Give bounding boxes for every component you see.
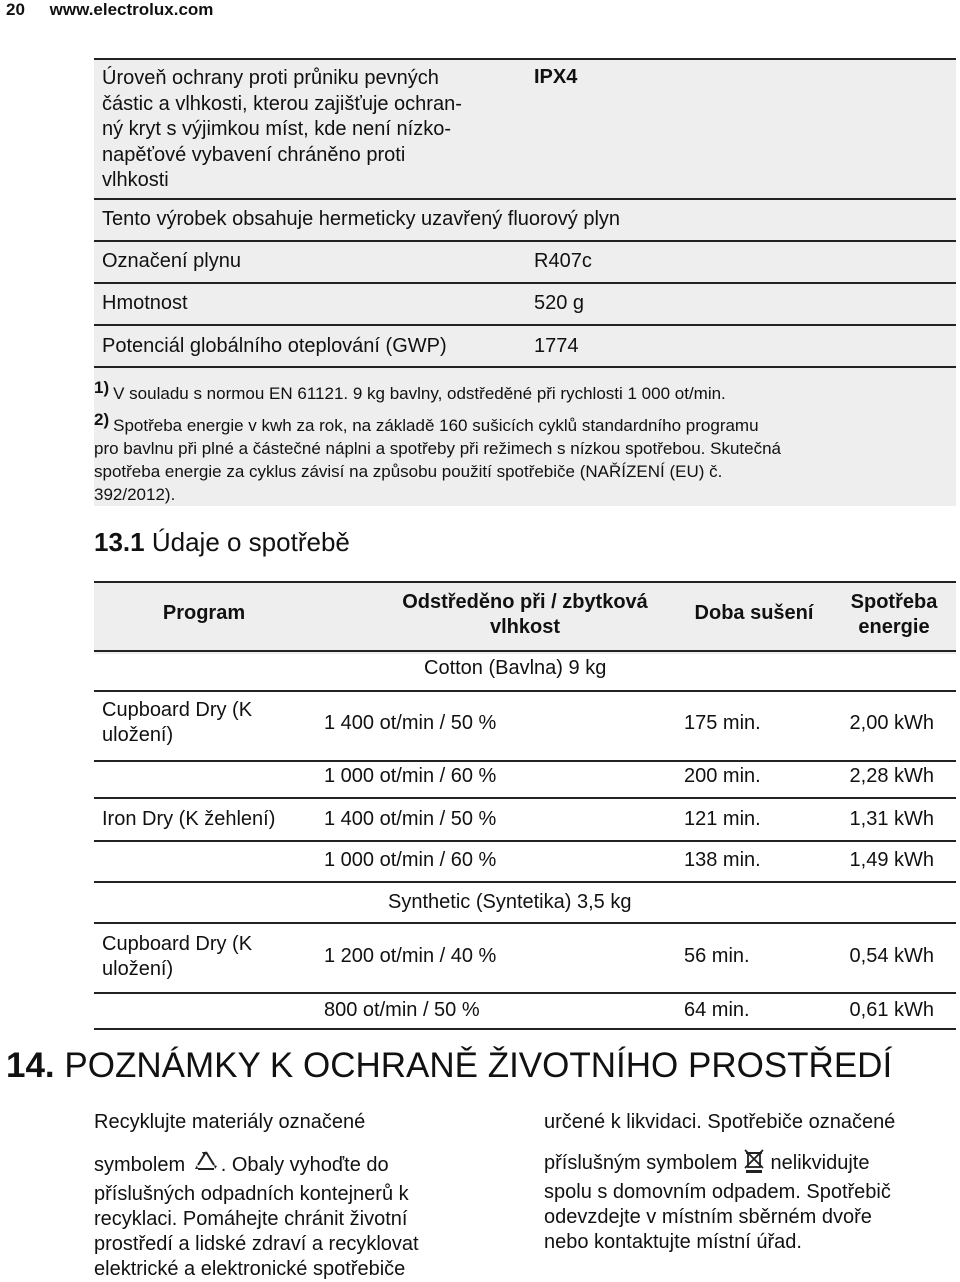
paragraph-line: určené k likvidaci. Spotřebiče označené — [544, 1111, 896, 1133]
gas-notice: Tento výrobek obsahuje hermeticky uzavřený fluorový plyn — [102, 208, 621, 230]
section-number: 14. — [6, 1046, 55, 1085]
environment-column-2 — [544, 1110, 956, 1255]
spin-cell: 1 000 ot/min / 60 % — [324, 849, 497, 871]
time-cell: 200 min. — [684, 765, 761, 787]
header-url: www.electrolux.com — [49, 0, 214, 19]
paragraph-line: odevzdejte v místním sběrném dvoře — [544, 1206, 872, 1228]
footnote-2 — [94, 408, 954, 506]
spin-cell: 1 400 ot/min / 50 % — [324, 808, 497, 830]
energy-cell: 0,61 kWh — [849, 999, 934, 1021]
spec-rule — [94, 198, 956, 200]
table-rule — [94, 1028, 956, 1030]
group-title-cotton: Cotton (Bavlna) 9 kg — [424, 657, 607, 679]
section-14-heading — [6, 1046, 892, 1086]
protection-label-full — [0, 0, 1, 1]
paragraph-line: prostředí a lidské zdraví a recyklovat — [94, 1233, 419, 1255]
paragraph-text: . Obaly vyhoďte do — [220, 1153, 389, 1176]
page-number: 20 — [6, 0, 25, 19]
paragraph-text: symbolem — [94, 1153, 186, 1176]
weight-label: Hmotnost — [102, 292, 188, 314]
program-line: Cupboard Dry (K — [102, 699, 253, 721]
table-rule — [94, 760, 956, 762]
paragraph-line: elektrické a elektronické spotřebiče — [94, 1258, 406, 1280]
spin-cell: 1 000 ot/min / 60 % — [324, 765, 497, 787]
paragraph-line: spolu s domovním odpadem. Spotřebič — [544, 1181, 891, 1203]
spin-cell: 1 400 ot/min / 50 % — [324, 712, 497, 734]
group-title-synthetic: Synthetic (Syntetika) 3,5 kg — [388, 891, 632, 913]
footnote-marker: 1) — [94, 378, 110, 397]
protection-label — [102, 66, 462, 194]
program-line: uložení) — [102, 724, 174, 746]
energy-cell: 1,31 kWh — [849, 808, 934, 830]
header-spin — [330, 590, 720, 640]
header-spin-line: vlhkost — [489, 616, 561, 638]
section-title: POZNÁMKY K OCHRANĚ ŽIVOTNÍHO PROSTŘEDÍ — [64, 1046, 893, 1085]
energy-cell: 1,49 kWh — [849, 849, 934, 871]
gwp-value: 1774 — [534, 335, 579, 357]
time-cell: 138 min. — [684, 849, 761, 871]
protection-label-line: vlhkosti — [102, 169, 169, 191]
environment-column-1 — [94, 1110, 514, 1282]
header-energy-line: energie — [858, 616, 930, 638]
paragraph-line — [544, 1147, 956, 1180]
table-rule — [94, 992, 956, 994]
program-cell — [102, 932, 252, 982]
header-energy-line: Spotřeba — [850, 591, 938, 613]
weight-value: 520 g — [534, 292, 585, 314]
section-13-1-heading — [94, 527, 350, 558]
time-cell: 175 min. — [684, 712, 761, 734]
page-header — [6, 0, 213, 20]
gas-value: R407c — [534, 250, 592, 272]
header-energy — [832, 590, 956, 640]
paragraph-line: nebo kontaktujte místní úřad. — [544, 1231, 802, 1253]
paragraph-text: nelikvidujte — [770, 1151, 870, 1174]
header-spin-line: Odstředěno při / zbytková — [402, 591, 648, 613]
gas-label: Označení plynu — [102, 250, 241, 272]
footnote-text: pro bavlnu při plné a částečné náplni a spotřeby při režimech s nízkou spotřebou. Skutečná — [94, 439, 782, 458]
paragraph-line — [94, 1149, 514, 1182]
program-line: Cupboard Dry (K — [102, 933, 253, 955]
program-line: uložení) — [102, 958, 174, 980]
spec-rule — [94, 282, 956, 284]
header-time: Doba sušení — [694, 602, 814, 624]
spin-cell: 1 200 ot/min / 40 % — [324, 945, 497, 967]
protection-value: IPX4 — [534, 66, 578, 88]
spec-rule — [94, 240, 956, 242]
protection-label-line: ný kryt s výjimkou míst, kde není nízko- — [102, 118, 451, 140]
table-rule — [94, 922, 956, 924]
table-rule — [94, 840, 956, 842]
time-cell: 64 min. — [684, 999, 750, 1021]
paragraph-line: recyklaci. Pomáhejte chránit životní — [94, 1208, 408, 1230]
spec-rule — [94, 366, 956, 368]
crossed-bin-icon — [743, 1147, 765, 1180]
gwp-label: Potenciál globálního oteplování (GWP) — [102, 335, 447, 357]
table-rule — [94, 881, 956, 883]
footnote-text: V souladu s normou EN 61121. 9 kg bavlny, odstředěné při rychlosti 1 000 ot/min. — [113, 384, 726, 403]
section-number: 13.1 — [94, 527, 145, 557]
protection-label-line: Úroveň ochrany proti průniku pevných — [102, 67, 439, 89]
recycling-icon — [191, 1149, 221, 1182]
header-program: Program — [162, 602, 246, 624]
table-rule — [94, 797, 956, 799]
spec-rule — [94, 324, 956, 326]
paragraph-text: příslušným symbolem — [544, 1151, 738, 1174]
spec-top-rule — [94, 58, 956, 60]
protection-label-line: částic a vlhkosti, kterou zajišťuje ochran- — [102, 92, 462, 115]
energy-cell: 0,54 kWh — [849, 945, 934, 967]
footnote-text: Spotřeba energie v kwh za rok, na základě 160 sušicích cyklů standardního programu — [113, 416, 759, 435]
time-cell: 56 min. — [684, 945, 750, 967]
footnote-1 — [94, 376, 954, 405]
table-rule — [94, 690, 956, 692]
spin-cell: 800 ot/min / 50 % — [324, 999, 480, 1021]
footnote-marker: 2) — [94, 410, 110, 429]
paragraph-line: příslušných odpadních kontejnerů k — [94, 1183, 409, 1205]
footnote-text: 392/2012). — [94, 485, 176, 504]
time-cell: 121 min. — [684, 808, 761, 830]
table-rule — [94, 581, 956, 583]
section-title: Údaje o spotřebě — [151, 527, 350, 557]
footnote-text: spotřeba energie za cyklus závisí na způsobu použití spotřebiče (NAŘÍZENÍ (EU) č. — [94, 462, 723, 481]
protection-label-line: napěťové vybavení chráněno proti — [102, 143, 406, 166]
program-cell: Iron Dry (K žehlení) — [102, 808, 276, 830]
paragraph-line: Recyklujte materiály označené — [94, 1111, 366, 1133]
energy-cell: 2,00 kWh — [849, 712, 934, 734]
table-rule — [94, 650, 956, 652]
program-cell — [102, 698, 252, 748]
energy-cell: 2,28 kWh — [849, 765, 934, 787]
